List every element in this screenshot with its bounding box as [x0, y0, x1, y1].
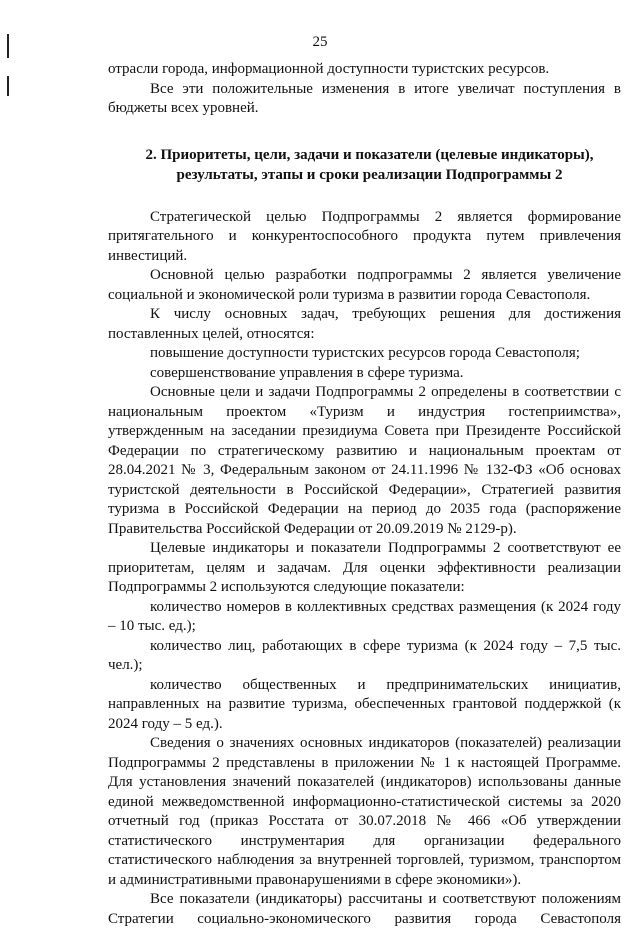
- paragraph: отрасли города, информационной доступности туристских ресурсов.: [108, 61, 550, 77]
- page-number: 25: [312, 34, 328, 50]
- paragraph: Все эти положительные изменения в итоге увеличат поступления в бюджеты всех уровней.: [108, 80, 621, 116]
- heading-line: результаты, этапы и сроки реализации Подпрограммы 2: [176, 166, 563, 183]
- paragraph: Основной целью разработки подпрограммы 2 является увеличение социальной и экономической роли туризма в развитии города Севастополя.: [108, 267, 621, 303]
- paragraph: Сведения о значениях основных индикаторов (показателей) реализации Подпрограммы 2 представлены в приложении № 1 к настоящей Программе. Для установления значений показателей (индикаторов) использованы данные единой межведомственной информационно-статистической системы за 2020 отчетный год (приказ Росстата от 30.07.2018 № 466 «Об утверждении статистического инструментария для организации федерального статистического наблюдения за внутренней торговлей, туризмом, транспортом и административными правонарушениями в сфере экономики»).: [108, 735, 621, 888]
- paragraph: Целевые индикаторы и показатели Подпрограммы 2 соответствуют ее приоритетам, целям и задачам. Для оценки эффективности реализации Подпрограммы 2 используются следующие показатели:: [108, 540, 621, 595]
- list-item: повышение доступности туристских ресурсов города Севастополя;: [150, 345, 580, 361]
- list-item: количество номеров в коллективных средствах размещения (к 2024 году – 10 тыс. ед.);: [108, 598, 621, 634]
- list-item: совершенствование управления в сфере туризма.: [150, 364, 464, 381]
- list-item: количество общественных и предпринимательских инициатив, направленных на развитие туризма, обеспеченных грантовой поддержкой (к 2024 году – 5 ед.).: [108, 676, 621, 732]
- paragraph: К числу основных задач, требующих решения для достижения поставленных целей, относятся:: [108, 306, 621, 342]
- document-body: [108, 60, 621, 929]
- heading-line: 2. Приоритеты, цели, задачи и показатели (целевые индикаторы),: [145, 146, 594, 163]
- paragraph: Все показатели (индикаторы) рассчитаны и соответствуют положениям Стратегии социально-экономического развития города Севастополя: [108, 891, 621, 927]
- paragraph: Основные цели и задачи Подпрограммы 2 определены в соответствии с национальным проектом «Туризм и индустрия гостеприимства», утвержденным на заседании президиума Совета при Президенте Российской Федерации по стратегическому развитию и национальным проектам от 28.04.2021 № 3, Федеральным законом от 24.11.1996 № 132-ФЗ «Об основах туристской деятельности в Российской Федерации», Стратегией развития туризма в Российской Федерации на период до 2035 года (распоряжение Правительства Российской Федерации от 20.09.2019 № 2129-р).: [108, 384, 621, 537]
- paragraph: Стратегической целью Подпрограммы 2 является формирование притягательного и конкурентоспособного продукта путем привлечения инвестиций.: [108, 208, 621, 264]
- list-item: количество лиц, работающих в сфере туризма (к 2024 году – 7,5 тыс. чел.);: [108, 637, 621, 673]
- section-heading: [108, 145, 621, 185]
- scan-edge-mark: [7, 76, 9, 96]
